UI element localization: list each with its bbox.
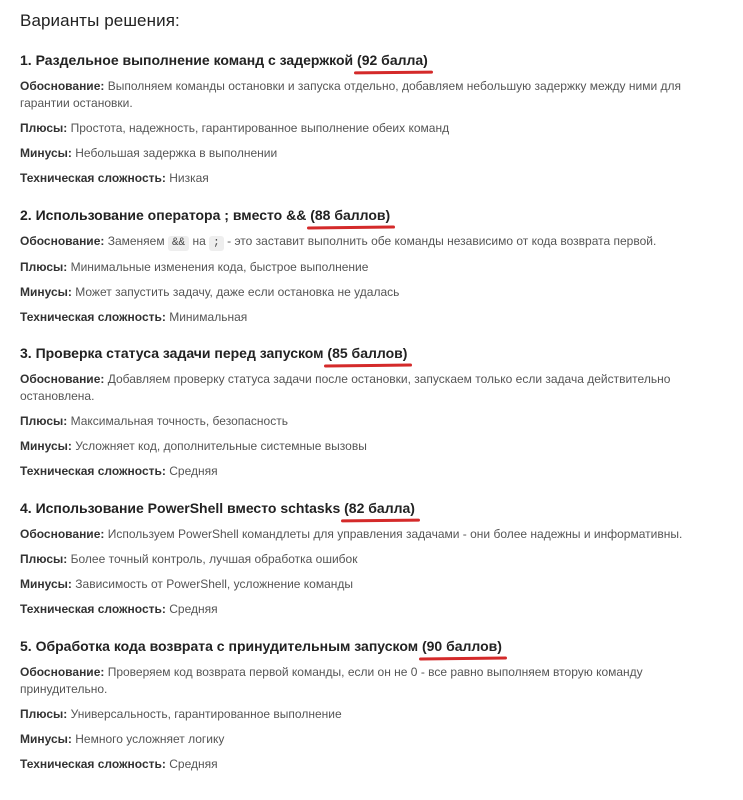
option-score: (85 баллов): [327, 345, 408, 361]
cons-row: [20, 576, 730, 593]
cons-label: Минусы:: [20, 146, 72, 160]
pros-label: Плюсы:: [20, 552, 68, 566]
rationale-text: Выполняем команды остановки и запуска отдельно, добавляем небольшую задержку между ними для гарантии остановки.: [20, 79, 681, 110]
option-5: [20, 636, 730, 773]
cons-label: Минусы:: [20, 439, 72, 453]
complexity-text: Средняя: [169, 602, 218, 616]
option-title: [20, 50, 730, 70]
option-score: (82 балла): [344, 500, 415, 516]
pros-label: Плюсы:: [20, 707, 68, 721]
option-score: (88 баллов): [310, 207, 391, 223]
cons-row: [20, 438, 730, 455]
rationale-label: Обоснование:: [20, 79, 105, 93]
clipped-next-heading: [20, 788, 34, 800]
rationale-text: Проверяем код возврата первой команды, если он не 0 - все равно выполняем вторую команду принудительно.: [20, 665, 643, 696]
page-heading: Варианты решения:: [20, 11, 180, 30]
complexity-row: [20, 309, 730, 326]
option-title: [20, 343, 730, 363]
pros-text: Более точный контроль, лучшая обработка ошибок: [70, 552, 358, 566]
option-title: [20, 498, 730, 518]
cons-label: Минусы:: [20, 732, 72, 746]
pros-row: [20, 259, 730, 276]
rationale-row: [20, 78, 730, 112]
complexity-text: Минимальная: [169, 310, 248, 324]
cons-row: [20, 731, 730, 748]
rationale-label: Обоснование:: [20, 234, 105, 248]
complexity-label: Техническая сложность:: [20, 602, 166, 616]
option-title-text: 3. Проверка статуса задачи перед запуском: [20, 345, 324, 361]
rationale-text: Используем PowerShell командлеты для управления задачами - они более надежны и информативны.: [107, 527, 683, 541]
cons-text: Небольшая задержка в выполнении: [75, 146, 278, 160]
inline-code-semicolon: ;: [209, 236, 224, 251]
complexity-label: Техническая сложность:: [20, 171, 166, 185]
cons-text: Немного усложняет логику: [75, 732, 225, 746]
option-title-text: 5. Обработка кода возврата с принудительным запуском: [20, 638, 419, 654]
rationale-row: [20, 233, 730, 251]
complexity-row: [20, 601, 730, 618]
cons-text: Зависимость от PowerShell, усложнение команды: [75, 577, 354, 591]
complexity-row: [20, 170, 730, 187]
inline-code-and-operator: &&: [168, 236, 189, 251]
pros-row: [20, 706, 730, 723]
complexity-text: Средняя: [169, 757, 218, 771]
complexity-row: [20, 756, 730, 773]
option-2: [20, 205, 730, 326]
option-score: (92 балла): [357, 52, 428, 68]
complexity-label: Техническая сложность:: [20, 310, 166, 324]
pros-row: [20, 120, 730, 137]
cons-label: Минусы:: [20, 577, 72, 591]
pros-label: Плюсы:: [20, 260, 68, 274]
cons-row: [20, 284, 730, 301]
option-title: [20, 205, 730, 225]
cons-text: Усложняет код, дополнительные системные вызовы: [75, 439, 367, 453]
complexity-text: Низкая: [169, 171, 209, 185]
rationale-text: Добавляем проверку статуса задачи после остановки, запускаем только если задача действительно остановлена.: [20, 372, 671, 403]
complexity-label: Техническая сложность:: [20, 757, 166, 771]
pros-row: [20, 413, 730, 430]
rationale-label: Обоснование:: [20, 372, 105, 386]
rationale-label: Обоснование:: [20, 665, 105, 679]
pros-text: Универсальность, гарантированное выполнение: [70, 707, 342, 721]
rationale-row: [20, 526, 730, 543]
rationale-text-mid: на: [192, 234, 206, 248]
cons-text: Может запустить задачу, даже если остановка не удалась: [75, 285, 400, 299]
option-title-text: 1. Раздельное выполнение команд с задержкой: [20, 52, 354, 68]
rationale-text-pre: Заменяем: [107, 234, 165, 248]
cons-label: Минусы:: [20, 285, 72, 299]
option-4: [20, 498, 730, 618]
pros-text: Минимальные изменения кода, быстрое выполнение: [70, 260, 369, 274]
pros-label: Плюсы:: [20, 414, 68, 428]
option-3: [20, 343, 730, 480]
rationale-row: [20, 371, 730, 405]
complexity-label: Техническая сложность:: [20, 464, 166, 478]
option-title: [20, 636, 730, 656]
complexity-row: [20, 463, 730, 480]
pros-label: Плюсы:: [20, 121, 68, 135]
rationale-text-post: - это заставит выполнить обе команды независимо от кода возврата первой.: [227, 234, 657, 248]
pros-row: [20, 551, 730, 568]
option-title-text: 4. Использование PowerShell вместо schtasks: [20, 500, 341, 516]
option-title-text: 2. Использование оператора ; вместо &&: [20, 207, 307, 223]
pros-text: Простота, надежность, гарантированное выполнение обеих команд: [70, 121, 450, 135]
option-score: (90 баллов): [421, 638, 502, 654]
complexity-text: Средняя: [169, 464, 218, 478]
cons-row: [20, 145, 730, 162]
rationale-row: [20, 664, 730, 698]
rationale-label: Обоснование:: [20, 527, 105, 541]
pros-text: Максимальная точность, безопасность: [70, 414, 288, 428]
option-1: [20, 50, 730, 187]
